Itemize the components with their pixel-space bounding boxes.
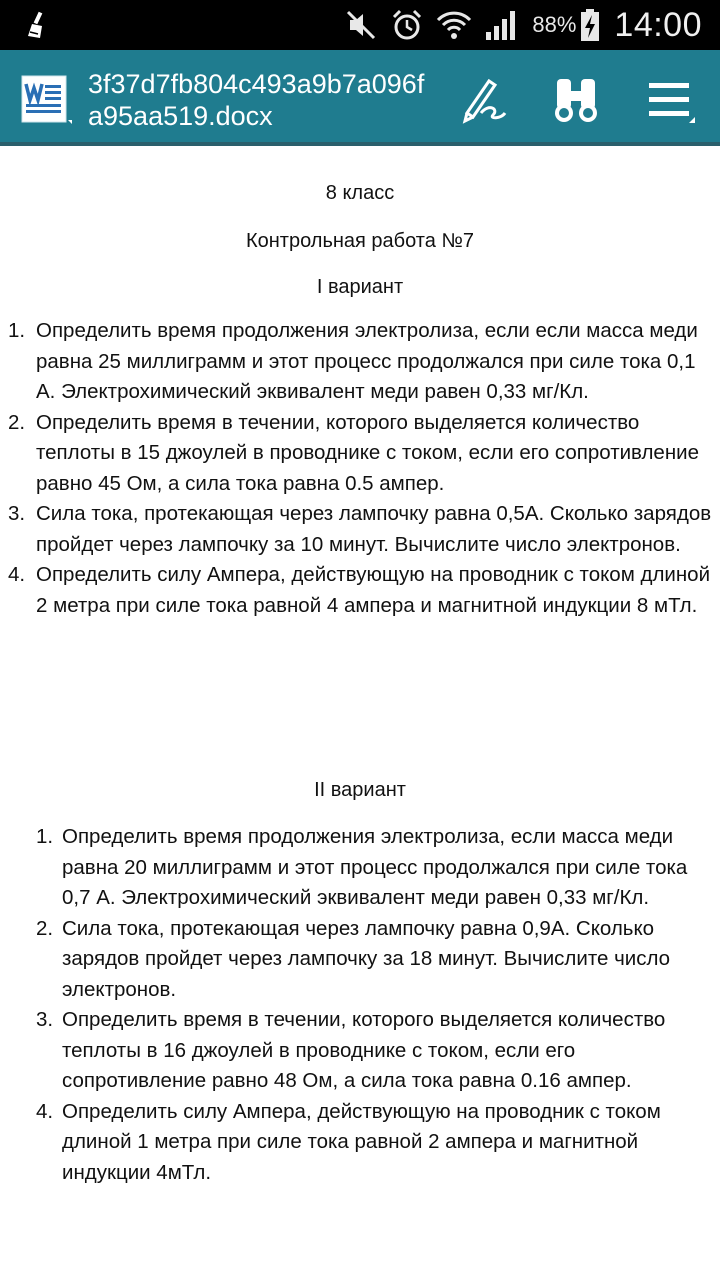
edit-pen-button[interactable] xyxy=(452,70,512,130)
edit-pen-icon xyxy=(455,73,509,127)
item-text: Определить время продолжения электролиза, если масса меди равна 20 миллиграмм и этот процесс продолжался при силе тока 0,7 А. Электрохимический эквивалент меди равен 0,33 мг/Кл. xyxy=(62,825,688,909)
item-text: Определить время продолжения электролиза, если если масса меди равна 25 миллиграмм и этот процесс продолжался при силе тока 0,1 А. Электрохимический эквивалент меди равен 0,33 мг/Кл. xyxy=(36,319,698,403)
list-item xyxy=(8,316,714,408)
word-document-icon[interactable] xyxy=(18,72,74,128)
item-text: Определить время в течении, которого выделяется количество теплоты в 16 джоулей в проводнике с током, если его сопротивление равно 48 Ом, а сила тока равна 0.16 ампер. xyxy=(62,1008,666,1092)
variant2-title: II вариант xyxy=(314,779,406,801)
file-name: 3f37d7fb804c493a9b7a096fa95aa519.docx xyxy=(88,69,425,131)
item-number: 2. xyxy=(36,916,54,940)
binoculars-icon xyxy=(551,73,601,127)
list-item xyxy=(8,560,714,621)
document-view[interactable] xyxy=(0,146,720,1280)
item-number: 3. xyxy=(36,1008,54,1031)
list-item xyxy=(36,822,720,914)
find-button[interactable] xyxy=(546,70,606,130)
list-item xyxy=(36,1005,720,1097)
item-text: Определить силу Ампера, действующую на проводник с током длиной 1 метра при силе тока равной 2 ампера и магнитной индукции 4мТл. xyxy=(62,1099,661,1184)
broom-icon xyxy=(22,10,52,40)
mute-icon xyxy=(344,0,378,50)
app-toolbar xyxy=(0,50,720,146)
list-item xyxy=(8,408,714,500)
item-number: 4. xyxy=(36,1099,54,1123)
battery-charging-icon xyxy=(580,0,600,50)
wifi-icon xyxy=(436,0,472,50)
item-text: Определить время в течении, которого выделяется количество теплоты в 15 джоулей в проводнике с током, если его сопротивление равно 45 Ом, а сила тока равна 0.5 ампер. xyxy=(36,410,699,495)
item-text: Сила тока, протекающая через лампочку равна 0,5А. Сколько зарядов пройдет через лампочку за 10 минут. Вычислите число электронов. xyxy=(36,502,712,556)
item-number: 1. xyxy=(8,319,26,342)
item-number: 1. xyxy=(36,825,54,848)
item-text: Определить силу Ампера, действующую на проводник с током длиной 2 метра при силе тока равной 4 ампера и магнитной индукции 8 мТл. xyxy=(36,563,711,617)
battery-percent: 88% xyxy=(532,12,577,37)
variant1-question-list xyxy=(8,316,714,621)
menu-icon xyxy=(643,73,697,127)
signal-icon xyxy=(484,0,518,50)
item-number: 2. xyxy=(8,410,26,434)
variant2-question-list xyxy=(36,822,720,1188)
list-item xyxy=(36,1097,720,1189)
list-item xyxy=(8,499,714,560)
clock: 14:00 xyxy=(614,5,702,44)
item-number: 3. xyxy=(8,502,26,525)
variant1-title: I вариант xyxy=(316,276,404,298)
test-title: Контрольная работа №7 xyxy=(245,230,474,252)
status-bar xyxy=(0,0,720,50)
grade-heading: 8 класс xyxy=(325,182,395,204)
item-text: Сила тока, протекающая через лампочку равна 0,9А. Сколько зарядов пройдет через лампочку за 18 минут. Вычислите число электронов. xyxy=(62,916,671,1001)
menu-button[interactable] xyxy=(640,70,700,130)
alarm-icon xyxy=(390,0,424,50)
list-item xyxy=(36,914,720,1006)
item-number: 4. xyxy=(8,563,26,586)
